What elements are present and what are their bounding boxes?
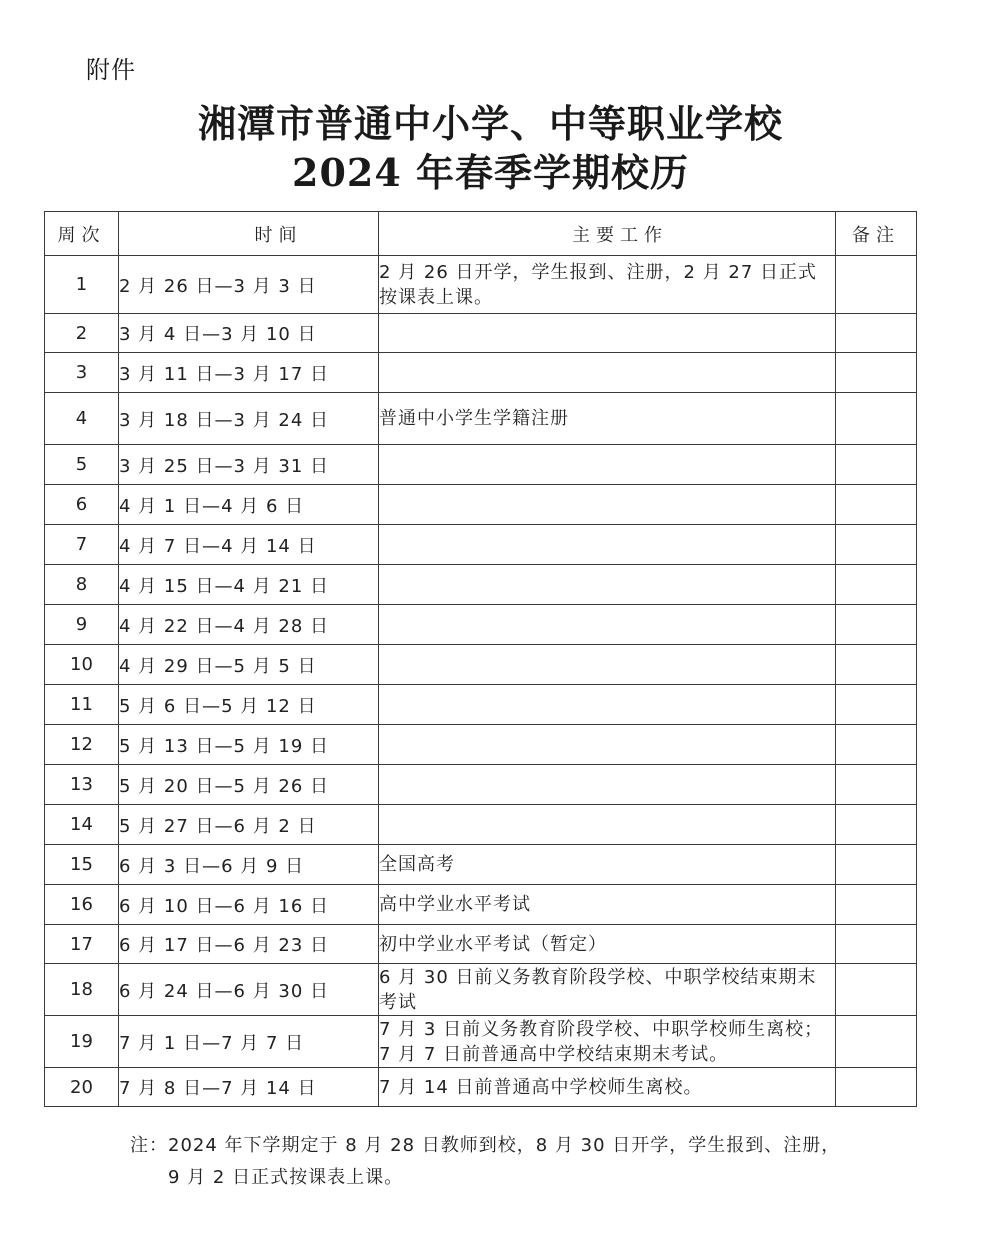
time-cell: 6 月 10 日—6 月 16 日	[119, 885, 379, 925]
main-work-cell: 7 月 3 日前义务教育阶段学校、中职学校师生离校；7 月 7 日前普通高中学校结束期末考试。	[379, 1016, 836, 1068]
week-cell: 18	[45, 964, 119, 1016]
document-title-line1: 湘潭市普通中小学、中等职业学校	[197, 101, 783, 146]
week-cell: 8	[45, 565, 119, 605]
main-work-cell	[379, 685, 836, 725]
week-cell: 1	[45, 256, 119, 314]
table-row	[45, 805, 917, 845]
time-cell: 3 月 18 日—3 月 24 日	[119, 393, 379, 445]
time-cell: 4 月 15 日—4 月 21 日	[119, 565, 379, 605]
week-cell: 15	[45, 845, 119, 885]
main-work-cell	[379, 765, 836, 805]
table-row	[45, 525, 917, 565]
week-cell: 14	[45, 805, 119, 845]
time-cell: 4 月 22 日—4 月 28 日	[119, 605, 379, 645]
table-row	[45, 925, 917, 964]
week-cell: 11	[45, 685, 119, 725]
main-work-cell	[379, 645, 836, 685]
note-cell	[836, 256, 917, 314]
week-cell: 9	[45, 605, 119, 645]
note-cell	[836, 1068, 917, 1107]
time-cell: 3 月 11 日—3 月 17 日	[119, 353, 379, 393]
time-cell: 5 月 13 日—5 月 19 日	[119, 725, 379, 765]
main-work-cell	[379, 314, 836, 353]
main-work-cell: 初中学业水平考试（暂定）	[379, 925, 836, 964]
main-work-cell: 2 月 26 日开学，学生报到、注册，2 月 27 日正式按课表上课。	[379, 256, 836, 314]
note-cell	[836, 605, 917, 645]
table-row	[45, 353, 917, 393]
main-work-cell: 7 月 14 日前普通高中学校师生离校。	[379, 1068, 836, 1107]
table-row	[45, 605, 917, 645]
table-row	[45, 645, 917, 685]
note-cell	[836, 805, 917, 845]
table-row	[45, 765, 917, 805]
week-cell: 13	[45, 765, 119, 805]
header-week: 周次	[45, 212, 119, 256]
main-work-cell	[379, 605, 836, 645]
main-work-cell	[379, 525, 836, 565]
note-cell	[836, 565, 917, 605]
time-cell: 6 月 17 日—6 月 23 日	[119, 925, 379, 964]
week-cell: 2	[45, 314, 119, 353]
note-cell	[836, 445, 917, 485]
week-cell: 10	[45, 645, 119, 685]
week-cell: 17	[45, 925, 119, 964]
note-cell	[836, 314, 917, 353]
table-row	[45, 314, 917, 353]
table-row	[45, 256, 917, 314]
table-header-row	[45, 212, 917, 256]
time-cell: 4 月 29 日—5 月 5 日	[119, 645, 379, 685]
footnote	[130, 1130, 910, 1194]
table-row	[45, 445, 917, 485]
table-row	[45, 964, 917, 1016]
week-cell: 4	[45, 393, 119, 445]
week-cell: 3	[45, 353, 119, 393]
attachment-label: 附件	[86, 56, 136, 84]
footnote-line2: 9 月 2 日正式按课表上课。	[168, 1167, 404, 1188]
table-row	[45, 685, 917, 725]
header-time: 时间	[119, 212, 379, 256]
table-row	[45, 485, 917, 525]
header-main-work: 主要工作	[379, 212, 836, 256]
table-row	[45, 845, 917, 885]
main-work-cell: 全国高考	[379, 845, 836, 885]
note-cell	[836, 393, 917, 445]
table-row	[45, 565, 917, 605]
table-row	[45, 885, 917, 925]
table-row	[45, 1016, 917, 1068]
main-work-cell	[379, 445, 836, 485]
time-cell: 3 月 25 日—3 月 31 日	[119, 445, 379, 485]
main-work-cell: 高中学业水平考试	[379, 885, 836, 925]
week-cell: 12	[45, 725, 119, 765]
time-cell: 2 月 26 日—3 月 3 日	[119, 256, 379, 314]
time-cell: 5 月 27 日—6 月 2 日	[119, 805, 379, 845]
main-work-cell: 普通中小学生学籍注册	[379, 393, 836, 445]
week-cell: 20	[45, 1068, 119, 1107]
header-note: 备注	[836, 212, 917, 256]
time-cell: 4 月 1 日—4 月 6 日	[119, 485, 379, 525]
table-body	[45, 256, 917, 1107]
time-cell: 5 月 20 日—5 月 26 日	[119, 765, 379, 805]
main-work-cell	[379, 485, 836, 525]
main-work-cell	[379, 353, 836, 393]
note-cell	[836, 725, 917, 765]
note-cell	[836, 845, 917, 885]
week-cell: 19	[45, 1016, 119, 1068]
week-cell: 6	[45, 485, 119, 525]
time-cell: 6 月 3 日—6 月 9 日	[119, 845, 379, 885]
note-cell	[836, 885, 917, 925]
school-calendar-table	[44, 211, 917, 1107]
time-cell: 6 月 24 日—6 月 30 日	[119, 964, 379, 1016]
note-cell	[836, 964, 917, 1016]
main-work-cell: 6 月 30 日前义务教育阶段学校、中职学校结束期末考试	[379, 964, 836, 1016]
main-work-cell	[379, 725, 836, 765]
week-cell: 5	[45, 445, 119, 485]
week-cell: 16	[45, 885, 119, 925]
main-work-cell	[379, 805, 836, 845]
note-cell	[836, 353, 917, 393]
note-cell	[836, 525, 917, 565]
main-work-cell	[379, 565, 836, 605]
note-cell	[836, 485, 917, 525]
document-title-line2: 2024 年春季学期校历	[292, 150, 689, 195]
note-cell	[836, 1016, 917, 1068]
note-cell	[836, 765, 917, 805]
table-row	[45, 393, 917, 445]
time-cell: 5 月 6 日—5 月 12 日	[119, 685, 379, 725]
time-cell: 7 月 8 日—7 月 14 日	[119, 1068, 379, 1107]
note-cell	[836, 925, 917, 964]
time-cell: 3 月 4 日—3 月 10 日	[119, 314, 379, 353]
table-row	[45, 1068, 917, 1107]
table-row	[45, 725, 917, 765]
time-cell: 7 月 1 日—7 月 7 日	[119, 1016, 379, 1068]
footnote-line1: 注：2024 年下学期定于 8 月 28 日教师到校，8 月 30 日开学，学生报到、注册，	[130, 1135, 841, 1156]
note-cell	[836, 685, 917, 725]
note-cell	[836, 645, 917, 685]
week-cell: 7	[45, 525, 119, 565]
time-cell: 4 月 7 日—4 月 14 日	[119, 525, 379, 565]
